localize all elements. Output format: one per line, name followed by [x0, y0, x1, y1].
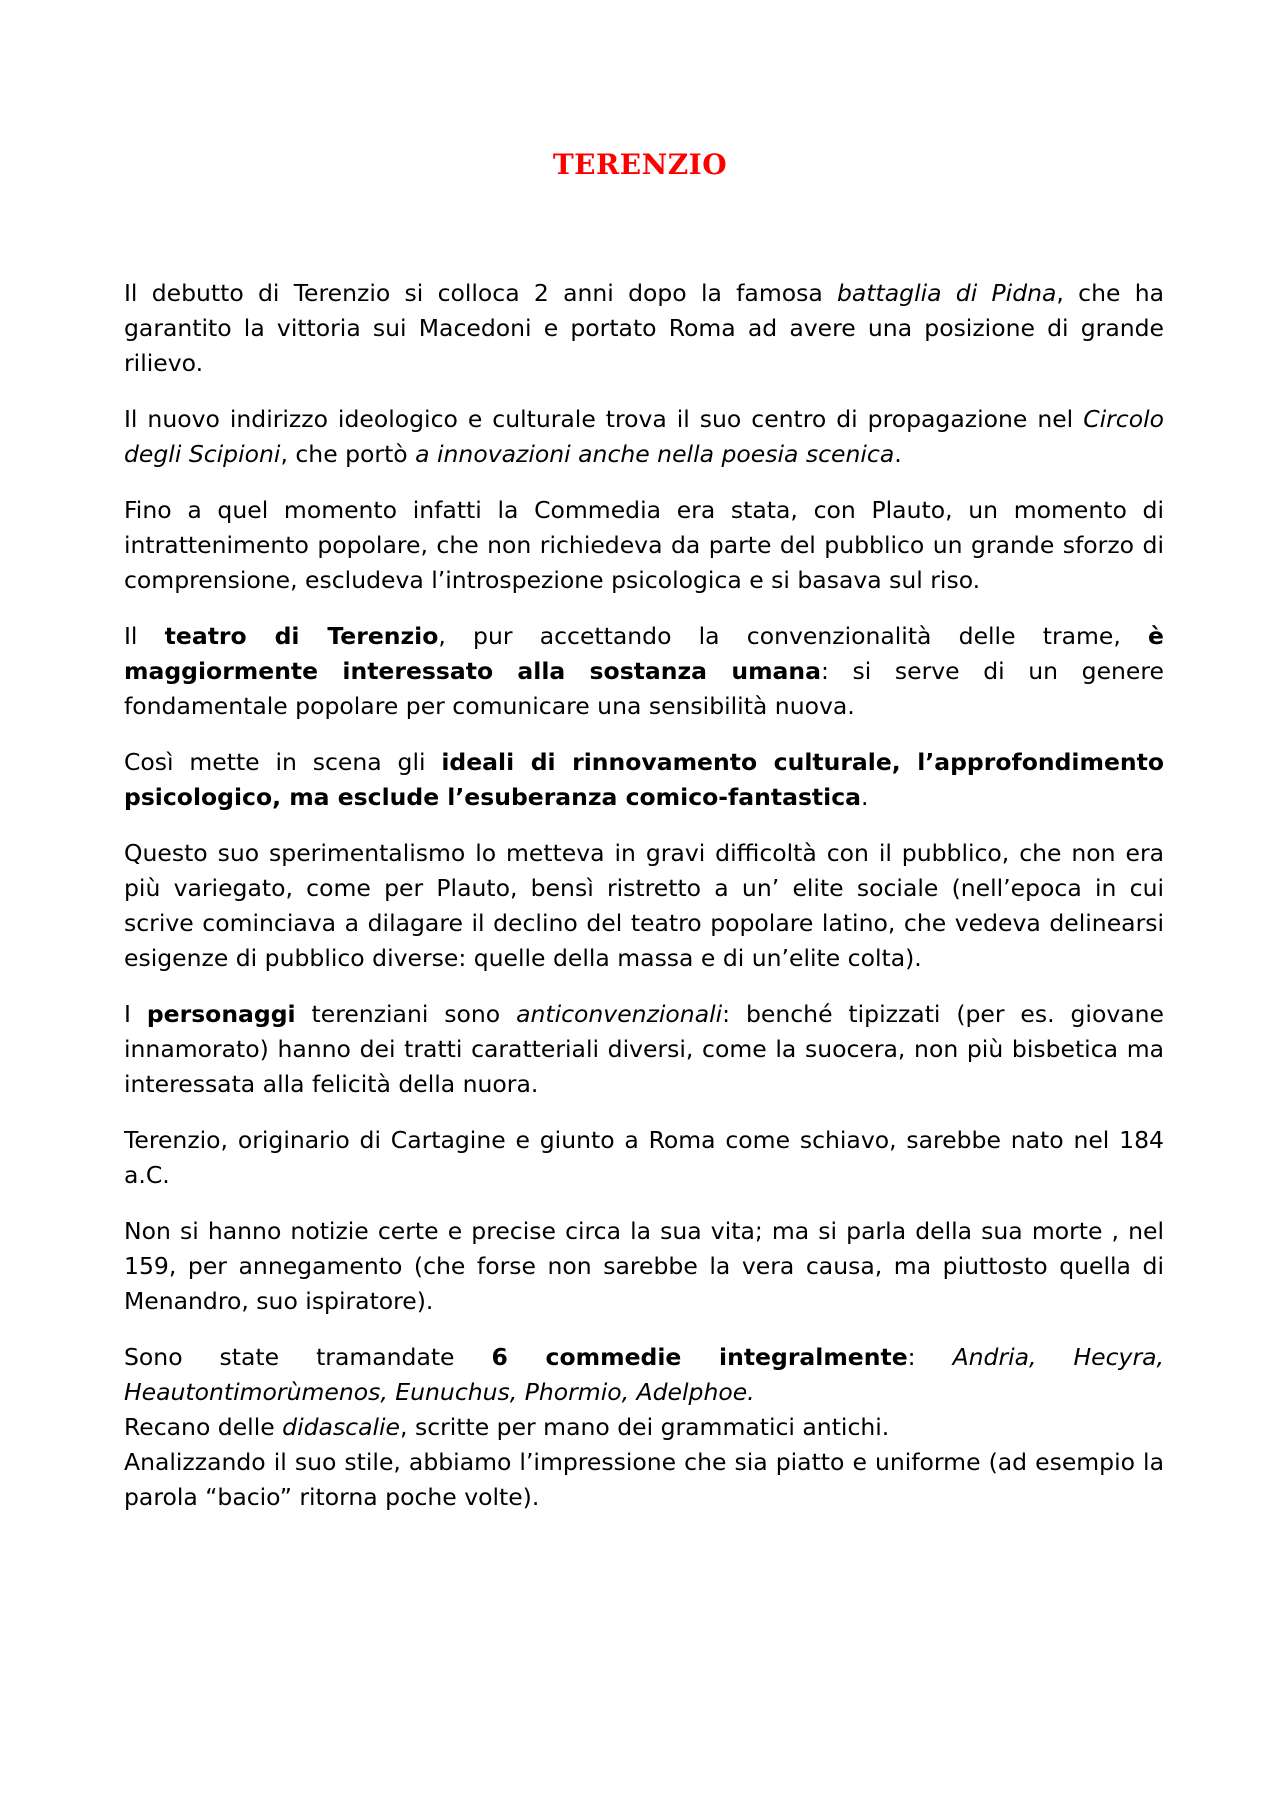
paragraph-ideali [124, 745, 1164, 815]
paragraph-commedie [124, 1340, 1164, 1410]
text-run: terenziani sono [295, 1000, 517, 1028]
text-run: Non si hanno notizie certe e precise circa la sua vita; ma si parla della sua morte , nel 159, per annegamento (che forse non sarebbe la vera causa, ma piuttosto quella di Menandro, suo ispiratore). [124, 1217, 1164, 1315]
text-run: , che portò [280, 440, 416, 468]
text-run: , pur accettando la convenzionalità delle trame, [438, 622, 1149, 650]
paragraph-personaggi [124, 997, 1164, 1102]
text-run: Il debutto di Terenzio si colloca 2 anni dopo la famosa [124, 279, 837, 307]
text-run: , che ha garantito la vittoria sui Macedoni e portato Roma ad avere una posizione di grande rilievo. [124, 279, 1164, 377]
text-run: . [894, 440, 902, 468]
emphasis-run: a innovazioni anche nella poesia scenica [415, 440, 895, 468]
text-run: : si serve di un genere fondamentale popolare per comunicare una sensibilità nuova. [124, 657, 1164, 720]
paragraph-origini [124, 1123, 1164, 1193]
bold-run: è maggiormente interessato alla sostanza umana [124, 622, 1164, 685]
text-run: Il [124, 622, 165, 650]
text-run: Sono state tramandate [124, 1343, 492, 1371]
bold-run: teatro di Terenzio [164, 622, 439, 650]
paragraph-sperimentalismo [124, 836, 1164, 976]
paragraph-didascalie [124, 1410, 1164, 1445]
paragraph-commedia-plauto [124, 493, 1164, 598]
text-run: Il nuovo indirizzo ideologico e culturale trova il suo centro di propagazione nel [124, 405, 1084, 433]
paragraph-stile [124, 1445, 1164, 1515]
emphasis-run: battaglia di Pidna [837, 279, 1057, 307]
text-run: , scritte per mano dei grammatici antichi. [400, 1413, 890, 1441]
text-run: Terenzio, originario di Cartagine e giunto a Roma come schiavo, sarebbe nato nel 184 a.C. [124, 1126, 1164, 1189]
bold-run: 6 commedie integralmente [491, 1343, 908, 1371]
text-run: Recano delle [124, 1413, 283, 1441]
emphasis-run: Circolo degli Scipioni [124, 405, 1164, 468]
text-run: : benché tipizzati (per es. giovane innamorato) hanno dei tratti caratteriali diversi, come la suocera, non più bisbetica ma interessata alla felicità della nuora. [124, 1000, 1164, 1098]
paragraph-circolo [124, 402, 1164, 472]
text-run: . [861, 783, 869, 811]
emphasis-run: Andria, Hecyra, Heautontimorùmenos, Eunuchus, Phormio, Adelphoe. [124, 1343, 1164, 1406]
text-run: Fino a quel momento infatti la Commedia era stata, con Plauto, un momento di intrattenimento popolare, che non richiedeva da parte del pubblico un grande sforzo di comprensione, escludeva l’introspezione psicologica e si basava sul riso. [124, 496, 1164, 594]
bold-run: personaggi [146, 1000, 296, 1028]
text-run: Analizzando il suo stile, abbiamo l’impressione che sia piatto e uniforme (ad esempio la parola “bacio” ritorna poche volte). [124, 1448, 1164, 1511]
emphasis-run: anticonvenzionali [516, 1000, 723, 1028]
document-body [124, 276, 1164, 1515]
document-title: TERENZIO [552, 148, 728, 181]
bold-run: ideali di rinnovamento culturale, l’approfondimento psicologico, ma esclude l’esuberanza comico-fantastica [124, 748, 1164, 811]
text-run: I [124, 1000, 147, 1028]
paragraph-morte [124, 1214, 1164, 1319]
paragraph-debutto [124, 276, 1164, 381]
text-run: Questo suo sperimentalismo lo metteva in gravi difficoltà con il pubblico, che non era più variegato, come per Plauto, bensì ristretto a un’ elite sociale (nell’epoca in cui scrive cominciava a dilagare il declino del teatro popolare latino, che vedeva delinearsi esigenze di pubblico diverse: quelle della massa e di un’elite colta). [124, 839, 1164, 972]
emphasis-run: didascalie [282, 1413, 401, 1441]
text-run: Così mette in scena gli [124, 748, 442, 776]
paragraph-teatro-terenzio [124, 619, 1164, 724]
text-run: : [907, 1343, 953, 1371]
